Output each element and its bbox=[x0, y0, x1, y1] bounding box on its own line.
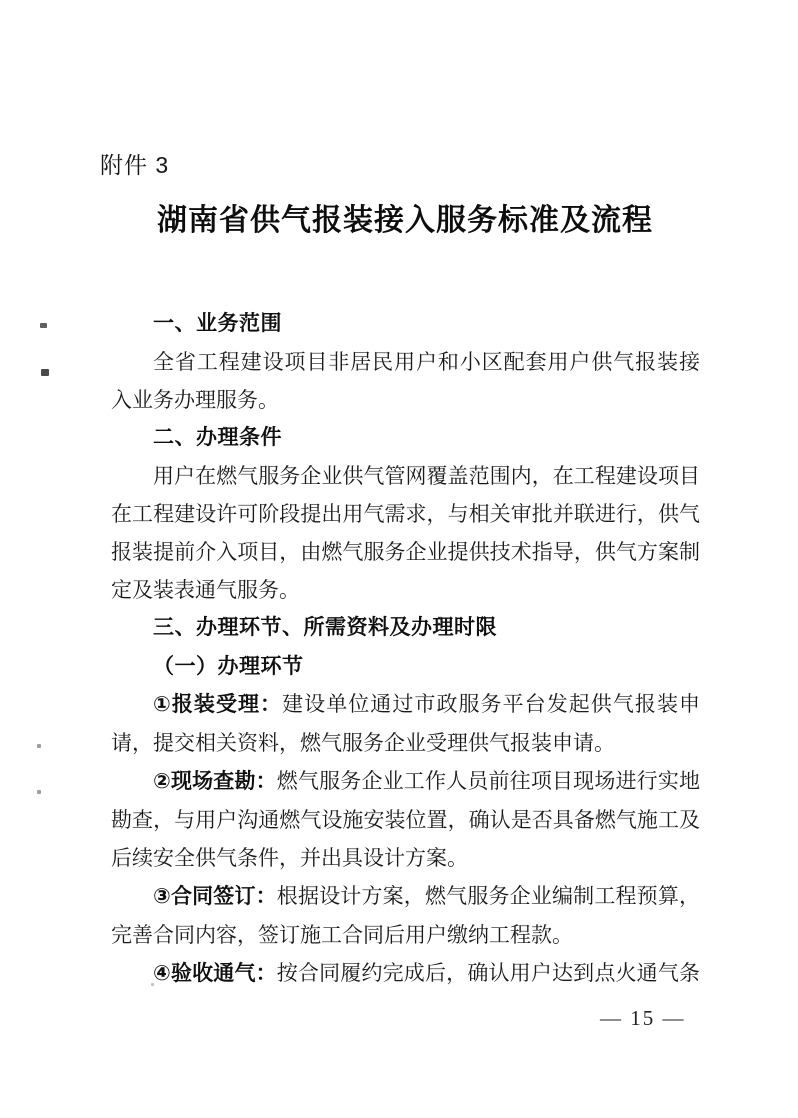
scan-speck bbox=[41, 369, 49, 376]
section-heading: 一、业务范围 bbox=[153, 312, 282, 335]
page-number: — 15 — bbox=[600, 1006, 686, 1030]
document-title: 湖南省供气报装接入服务标准及流程 bbox=[157, 204, 653, 237]
item-line: ③合同签订：根据设计方案，燃气服务企业编制工程预算， bbox=[153, 884, 701, 908]
item-line: ①报装受理：建设单位通过市政服务平台发起供气报装申 bbox=[153, 692, 701, 716]
scan-speck bbox=[37, 744, 41, 748]
section-heading: 二、办理条件 bbox=[153, 426, 282, 449]
item-lead-label: ②现场查勘： bbox=[153, 770, 277, 793]
section-subheading: （一）办理环节 bbox=[153, 654, 304, 678]
item-lead-label: ③合同签订： bbox=[153, 885, 277, 908]
item-line: 勘查，与用户沟通燃气设施安装位置，确认是否具备燃气施工及 bbox=[111, 808, 700, 832]
paragraph-line: 定及装表通气服务。 bbox=[111, 578, 300, 602]
paragraph-line: 在工程建设许可阶段提出用气需求，与相关审批并联进行，供气 bbox=[111, 502, 700, 526]
document-body bbox=[111, 305, 700, 993]
section-heading: 三、办理环节、所需资料及办理时限 bbox=[153, 616, 497, 639]
scan-speck bbox=[37, 790, 41, 794]
paragraph-line: 用户在燃气服务企业供气管网覆盖范围内，在工程建设项目 bbox=[153, 464, 700, 488]
item-line: 完善合同内容，签订施工合同后用户缴纳工程款。 bbox=[111, 923, 573, 947]
item-line: ④验收通气：按合同履约完成后，确认用户达到点火通气条 bbox=[153, 961, 701, 985]
item-lead-label: ④验收通气： bbox=[153, 962, 277, 985]
scan-speck bbox=[40, 323, 47, 328]
attachment-label: 附件 3 bbox=[100, 152, 170, 178]
item-line: 请，提交相关资料，燃气服务企业受理供气报装申请。 bbox=[111, 731, 615, 755]
item-line: ②现场查勘：燃气服务企业工作人员前往项目现场进行实地 bbox=[153, 769, 701, 793]
item-lead-label: ①报装受理： bbox=[153, 693, 283, 716]
paragraph-line: 全省工程建设项目非居民用户和小区配套用户供气报装接 bbox=[153, 350, 700, 374]
paragraph-line: 入业务办理服务。 bbox=[111, 388, 279, 412]
scan-speck bbox=[151, 983, 154, 986]
paragraph-line: 报装提前介入项目，由燃气服务企业提供技术指导，供气方案制 bbox=[111, 540, 700, 564]
item-line: 后续安全供气条件，并出具设计方案。 bbox=[111, 846, 468, 870]
